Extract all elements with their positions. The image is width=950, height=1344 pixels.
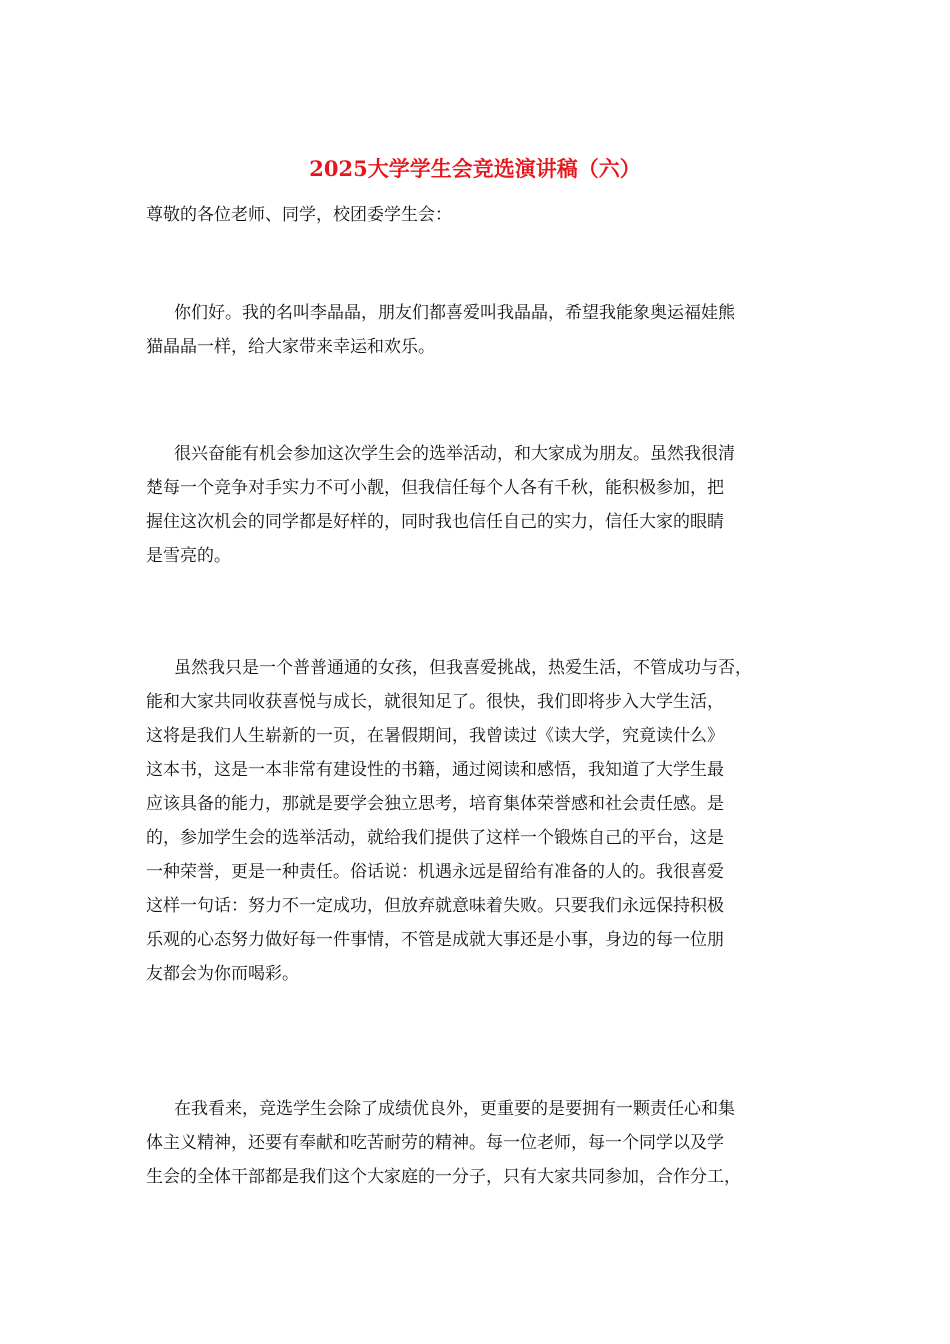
paragraph-line: 很兴奋能有机会参加这次学生会的选举活动，和大家成为朋友。虽然我很清 bbox=[174, 444, 735, 464]
paragraph-line: 楚每一个竞争对手实力不可小靓，但我信任每个人各有千秋，能积极参加，把 bbox=[146, 478, 724, 498]
paragraph-3 bbox=[146, 656, 816, 996]
paragraph-line: 虽然我只是一个普普通通的女孩，但我喜爱挑战，热爱生活，不管成功与否， bbox=[174, 658, 752, 678]
paragraph-line: 这将是我们人生崭新的一页，在暑假期间，我曾读过《读大学，究竟读什么》 bbox=[146, 726, 724, 746]
paragraph-line: 能和大家共同收获喜悦与成长，就很知足了。很快，我们即将步入大学生活， bbox=[146, 692, 724, 712]
paragraph-line: 乐观的心态努力做好每一件事情，不管是成就大事还是小事，身边的每一位朋 bbox=[146, 930, 724, 950]
paragraph-line: 生会的全体干部都是我们这个大家庭的一分子，只有大家共同参加，合作分工， bbox=[146, 1167, 741, 1187]
paragraph-line: 是雪亮的。 bbox=[146, 546, 231, 566]
paragraph-4 bbox=[146, 1097, 816, 1199]
paragraph-line: 猫晶晶一样，给大家带来幸运和欢乐。 bbox=[146, 337, 435, 357]
paragraph-line: 在我看来，竞选学生会除了成绩优良外，更重要的是要拥有一颗责任心和集 bbox=[174, 1099, 735, 1119]
paragraph-line: 握住这次机会的同学都是好样的，同时我也信任自己的实力，信任大家的眼睛 bbox=[146, 512, 724, 532]
paragraph-line: 友都会为你而喝彩。 bbox=[146, 964, 299, 984]
paragraph-line: 体主义精神，还要有奉献和吃苦耐劳的精神。每一位老师，每一个同学以及学 bbox=[146, 1133, 724, 1153]
document-title: 2025大学学生会竞选演讲稿（六） bbox=[309, 156, 641, 181]
paragraph-line: 你们好。我的名叫李晶晶，朋友们都喜爱叫我晶晶，希望我能象奥运福娃熊 bbox=[174, 303, 735, 323]
paragraph-line: 这样一句话：努力不一定成功，但放弃就意味着失败。只要我们永远保持积极 bbox=[146, 896, 724, 916]
paragraph-2 bbox=[146, 442, 816, 578]
paragraph-line: 应该具备的能力，那就是要学会独立思考，培育集体荣誉感和社会责任感。是 bbox=[146, 794, 724, 814]
paragraph-line: 一种荣誉，更是一种责任。俗话说：机遇永远是留给有准备的人的。我很喜爱 bbox=[146, 862, 724, 882]
paragraph-line: 这本书，这是一本非常有建设性的书籍，通过阅读和感悟，我知道了大学生最 bbox=[146, 760, 724, 780]
paragraph-1 bbox=[146, 301, 816, 369]
salutation: 尊敬的各位老师、同学，校团委学生会： bbox=[146, 205, 452, 225]
paragraph-line: 的，参加学生会的选举活动，就给我们提供了这样一个锻炼自己的平台，这是 bbox=[146, 828, 724, 848]
